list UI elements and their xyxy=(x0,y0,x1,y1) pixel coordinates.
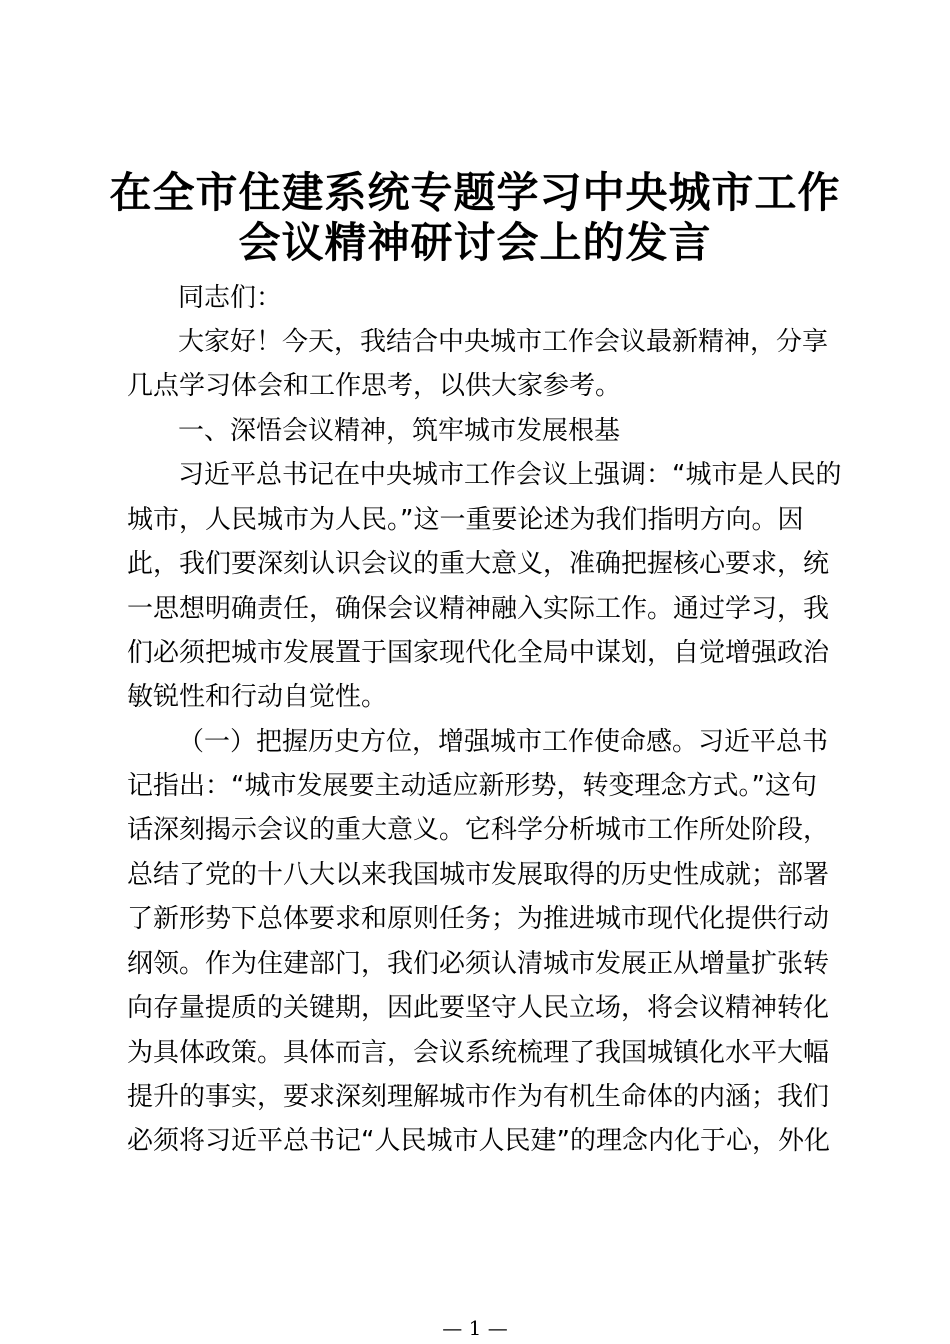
section-heading: 一、深悟会议精神，筑牢城市发展根基 xyxy=(178,416,621,446)
paragraph-line: 敏锐性和行动自觉性。 xyxy=(127,682,388,712)
salutation: 同志们： xyxy=(178,283,283,313)
paragraph-line: 记指出：“城市发展要主动适应新形势，转变理念方式。”这句 xyxy=(127,771,817,801)
paragraph-line: 一思想明确责任，确保会议精神融入实际工作。通过学习，我 xyxy=(127,594,830,624)
subsection-paragraph-line: （一）把握历史方位，增强城市工作使命感。习近平总书 xyxy=(178,727,829,757)
paragraph-line: 向存量提质的关键期，因此要坚守人民立场，将会议精神转化 xyxy=(127,993,830,1023)
paragraph-line: 必须将习近平总书记“人民城市人民建”的理念内化于心，外化 xyxy=(127,1126,830,1156)
paragraph-line: 大家好！今天，我结合中央城市工作会议最新精神，分享 xyxy=(178,327,829,357)
paragraph-line: 城市，人民城市为人民。”这一重要论述为我们指明方向。因 xyxy=(127,505,804,535)
paragraph-line: 为具体政策。具体而言，会议系统梳理了我国城镇化水平大幅 xyxy=(127,1038,830,1068)
paragraph-line: 总结了党的十八大以来我国城市发展取得的历史性成就；部署 xyxy=(127,860,830,890)
paragraph-line: 们必须把城市发展置于国家现代化全局中谋划，自觉增强政治 xyxy=(127,638,830,668)
document-title-line-2: 会议精神研讨会上的发言 xyxy=(238,218,712,267)
paragraph-line: 此，我们要深刻认识会议的重大意义，准确把握核心要求，统 xyxy=(127,549,830,579)
paragraph-line: 几点学习体会和工作思考，以供大家参考。 xyxy=(127,371,622,401)
paragraph-line: 话深刻揭示会议的重大意义。它科学分析城市工作所处阶段， xyxy=(127,815,830,845)
page-number: — 1 — xyxy=(442,1316,508,1340)
paragraph-line: 了新形势下总体要求和原则任务；为推进城市现代化提供行动 xyxy=(127,904,830,934)
document-title-line-1: 在全市住建系统专题学习中央城市工作 xyxy=(109,168,841,217)
paragraph-line: 习近平总书记在中央城市工作会议上强调：“城市是人民的 xyxy=(178,460,842,490)
paragraph-line: 纲领。作为住建部门，我们必须认清城市发展正从增量扩张转 xyxy=(127,949,830,979)
paragraph-line: 提升的事实，要求深刻理解城市作为有机生命体的内涵；我们 xyxy=(127,1082,830,1112)
